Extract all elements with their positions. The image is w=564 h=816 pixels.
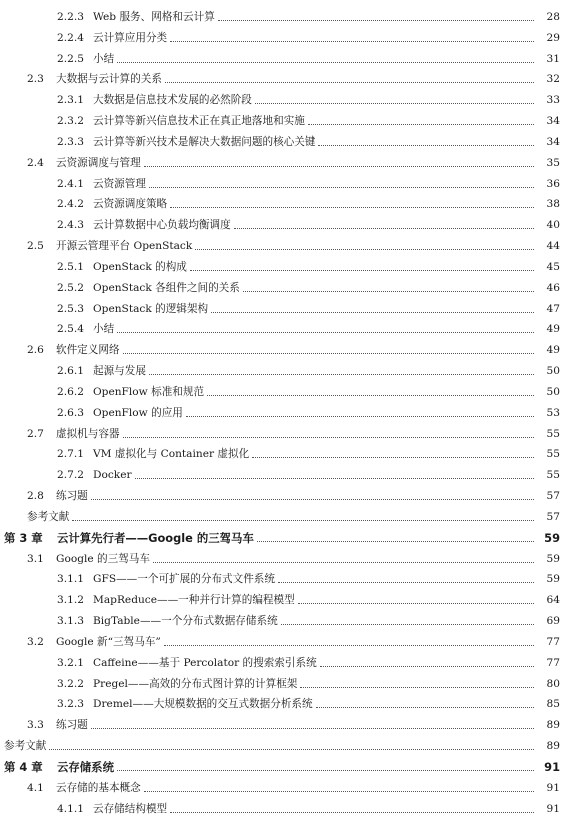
- dot-leader: [300, 687, 534, 688]
- toc-entry-title: 云存储系统: [57, 759, 114, 774]
- toc-entry-title: Pregel——高效的分布式图计算的计算框架: [93, 677, 298, 690]
- toc-entry-number: 2.6.3: [57, 406, 84, 419]
- toc-entry[interactable]: [0, 254, 564, 274]
- toc-entry-number: 2.5.3: [57, 302, 84, 315]
- toc-entry[interactable]: [0, 358, 564, 378]
- toc-page-number: 89: [546, 719, 560, 732]
- toc-page-number: 50: [546, 365, 560, 378]
- toc-entry-title: 开源云管理平台 OpenStack: [56, 240, 193, 253]
- toc-entry[interactable]: [0, 87, 564, 107]
- dot-leader: [153, 562, 534, 563]
- toc-page-number: 45: [546, 260, 560, 273]
- dot-leader: [255, 103, 534, 104]
- dot-leader: [91, 728, 534, 729]
- toc-entry[interactable]: [0, 379, 564, 399]
- toc-entry-number: 2.3.3: [57, 135, 84, 148]
- toc-entry-title: 云存储结构模型: [93, 802, 168, 815]
- dot-leader: [186, 416, 534, 417]
- dot-leader: [144, 791, 534, 792]
- toc-entry-number: 3.1.1: [57, 573, 84, 586]
- toc-entry-title: 云资源调度策略: [93, 198, 168, 211]
- toc-entry[interactable]: [0, 150, 564, 170]
- toc-entry[interactable]: [0, 4, 564, 24]
- toc-page-number: 46: [546, 281, 560, 294]
- toc-entry[interactable]: [0, 566, 564, 586]
- toc-entry-number: 2.4.3: [57, 219, 84, 232]
- toc-entry-number: 2.6: [27, 344, 44, 357]
- toc-page-number: 28: [546, 11, 560, 23]
- toc-entry[interactable]: [0, 275, 564, 295]
- toc-entry-title: OpenFlow 标准和规范: [93, 385, 205, 398]
- toc-page-number: 91: [546, 802, 560, 815]
- toc-entry-title: 云计算数据中心负载均衡调度: [93, 219, 231, 232]
- toc-entry[interactable]: [0, 733, 564, 753]
- toc-entry-title: 虚拟机与容器: [56, 427, 120, 440]
- dot-leader: [170, 41, 534, 42]
- toc-entry-title: 小结: [93, 323, 115, 336]
- toc-page-number: 35: [546, 156, 560, 169]
- toc-entry[interactable]: [0, 296, 564, 316]
- toc-entry-title: GFS——一个可扩展的分布式文件系统: [93, 573, 275, 586]
- toc-page-number: 38: [546, 198, 560, 211]
- dot-leader: [123, 437, 534, 438]
- dot-leader: [149, 187, 534, 188]
- toc-entry-title: OpenStack 的构成: [93, 260, 187, 273]
- toc-entry-number: 2.7.2: [57, 469, 84, 482]
- dot-leader: [281, 624, 534, 625]
- toc-page-number: 44: [546, 240, 560, 253]
- toc-entry[interactable]: [0, 546, 564, 566]
- toc-entry-title: 云计算先行者——Google 的三驾马车: [57, 530, 254, 545]
- toc-entry-number: 4.1.1: [57, 802, 84, 815]
- toc-entry-number: 2.8: [27, 490, 44, 503]
- toc-entry[interactable]: [0, 212, 564, 232]
- dot-leader: [117, 770, 534, 771]
- dot-leader: [234, 228, 534, 229]
- toc-page-number: 50: [546, 385, 560, 398]
- toc-page-number: 91: [544, 759, 560, 774]
- toc-entry-title: 练习题: [56, 490, 88, 503]
- toc-page-number: 53: [546, 406, 560, 419]
- toc-entry-number: 3.1.2: [57, 594, 84, 607]
- toc-entry-title: BigTable——一个分布式数据存储系统: [93, 615, 278, 628]
- toc-entry[interactable]: [0, 587, 564, 607]
- toc-entry-number: 3.2: [27, 635, 44, 648]
- dot-leader: [243, 291, 534, 292]
- toc-entry-title: 参考文献: [27, 510, 70, 523]
- toc-entry-title: Google 的三驾马车: [56, 552, 150, 565]
- dot-leader: [318, 145, 534, 146]
- toc-entry-title: Docker: [93, 469, 132, 482]
- toc-entry-number: 2.4.2: [57, 198, 84, 211]
- toc-page-number: 91: [546, 781, 560, 794]
- toc-entry-number: 2.5.4: [57, 323, 84, 336]
- toc-entry[interactable]: [0, 462, 564, 482]
- toc-entry-title: 起源与发展: [93, 365, 146, 378]
- toc-page-number: 55: [546, 427, 560, 440]
- toc-entry[interactable]: [0, 46, 564, 66]
- toc-entry-number: 2.7.1: [57, 448, 84, 461]
- dot-leader: [170, 812, 534, 813]
- toc-entry[interactable]: [0, 608, 564, 628]
- toc-page-number: 59: [546, 573, 560, 586]
- toc-page-number: 64: [546, 594, 560, 607]
- dot-leader: [164, 645, 534, 646]
- toc-entry-number: 2.5.2: [57, 281, 84, 294]
- toc-page-number: 69: [546, 615, 560, 628]
- toc-entry[interactable]: [0, 483, 564, 503]
- dot-leader: [316, 707, 534, 708]
- toc-entry[interactable]: [0, 504, 564, 524]
- toc-page-number: 32: [546, 73, 560, 86]
- toc-entry-title: Dremel——大规模数据的交互式数据分析系统: [93, 698, 313, 711]
- toc-entry[interactable]: [0, 337, 564, 357]
- toc-entry-title: 大数据是信息技术发展的必然阶段: [93, 94, 252, 107]
- toc-entry-title: 小结: [93, 52, 115, 65]
- toc-entry-number: 3.2.3: [57, 698, 84, 711]
- toc-entry-title: 练习题: [56, 719, 88, 732]
- toc-page-number: 36: [546, 177, 560, 190]
- dot-leader: [218, 20, 534, 21]
- toc-chapter-entry[interactable]: [0, 525, 564, 545]
- toc-entry[interactable]: [0, 712, 564, 732]
- toc-entry-title: Web 服务、网格和云计算: [93, 11, 215, 23]
- toc-entry-number: 第 4 章: [4, 759, 43, 774]
- toc-page-number: 77: [546, 635, 560, 648]
- toc-entry-title: 云资源管理: [93, 177, 146, 190]
- toc-entry[interactable]: [0, 691, 564, 711]
- toc-entry-number: 2.2.4: [57, 31, 84, 44]
- toc-entry[interactable]: [0, 108, 564, 128]
- toc-entry-title: Caffeine——基于 Percolator 的搜索索引系统: [93, 656, 317, 669]
- toc-entry[interactable]: [0, 129, 564, 149]
- toc-page-number: 77: [546, 656, 560, 669]
- toc-entry-title: Google 新“三驾马车”: [56, 635, 161, 648]
- toc-entry[interactable]: [0, 650, 564, 670]
- toc-entry-title: OpenFlow 的应用: [93, 406, 183, 419]
- dot-leader: [149, 374, 534, 375]
- toc-page-number: 47: [546, 302, 560, 315]
- toc-entry-title: 云计算等新兴信息技术正在真正地落地和实施: [93, 115, 305, 128]
- dot-leader: [207, 395, 534, 396]
- toc-entry-title: MapReduce——一种并行计算的编程模型: [93, 594, 295, 607]
- toc-page-number: 59: [544, 530, 560, 545]
- dot-leader: [298, 603, 534, 604]
- dot-leader: [144, 166, 534, 167]
- toc-entry[interactable]: [0, 316, 564, 336]
- dot-leader: [72, 520, 534, 521]
- toc-entry-number: 2.6.2: [57, 385, 84, 398]
- dot-leader: [117, 62, 534, 63]
- toc-entry[interactable]: [0, 233, 564, 253]
- toc-entry-number: 2.2.5: [57, 52, 84, 65]
- toc-page-number: 49: [546, 323, 560, 336]
- toc-entry[interactable]: [0, 25, 564, 45]
- toc-page-number: 33: [546, 94, 560, 107]
- toc-entry-title: 大数据与云计算的关系: [56, 73, 162, 86]
- toc-page-number: 80: [546, 677, 560, 690]
- toc-page-number: 57: [546, 510, 560, 523]
- dot-leader: [190, 270, 534, 271]
- dot-leader: [252, 457, 534, 458]
- toc-page-number: 34: [546, 115, 560, 128]
- toc-chapter-entry[interactable]: [0, 754, 564, 774]
- toc-entry-number: 2.4.1: [57, 177, 84, 190]
- dot-leader: [320, 666, 534, 667]
- toc-entry-number: 2.4: [27, 156, 44, 169]
- toc-entry-title: 云计算应用分类: [93, 31, 168, 44]
- dot-leader: [165, 82, 534, 83]
- toc-entry-number: 2.3.1: [57, 94, 84, 107]
- toc-page-number: 59: [546, 552, 560, 565]
- toc-entry-number: 3.1: [27, 552, 44, 565]
- toc-entry-title: OpenStack 各组件之间的关系: [93, 281, 240, 294]
- toc-page-number: 85: [546, 698, 560, 711]
- toc-entry-number: 3.2.1: [57, 656, 84, 669]
- toc-entry[interactable]: [0, 421, 564, 441]
- dot-leader: [91, 499, 534, 500]
- toc-page-number: 57: [546, 490, 560, 503]
- dot-leader: [195, 249, 534, 250]
- toc-entry-number: 3.3: [27, 719, 44, 732]
- toc-entry-title: VM 虚拟化与 Container 虚拟化: [93, 448, 250, 461]
- toc-entry-title: 云资源调度与管理: [56, 156, 141, 169]
- toc-page-number: 55: [546, 448, 560, 461]
- toc-entry-number: 2.5: [27, 240, 44, 253]
- toc-page-number: 29: [546, 31, 560, 44]
- toc-page-number: 40: [546, 219, 560, 232]
- toc-entry[interactable]: [0, 796, 564, 816]
- toc-entry-number: 2.3: [27, 73, 44, 86]
- dot-leader: [170, 207, 534, 208]
- toc-entry[interactable]: [0, 66, 564, 86]
- dot-leader: [117, 332, 534, 333]
- dot-leader: [49, 749, 534, 750]
- toc-page-number: 34: [546, 135, 560, 148]
- toc-entry-title: 参考文献: [4, 740, 47, 753]
- toc-entry[interactable]: [0, 671, 564, 691]
- toc-entry-title: 云计算等新兴技术是解决大数据问题的核心关键: [93, 135, 316, 148]
- toc-entry[interactable]: [0, 191, 564, 211]
- toc-entry-title: 软件定义网络: [56, 344, 120, 357]
- dot-leader: [278, 582, 534, 583]
- dot-leader: [211, 312, 534, 313]
- toc-entry-number: 3.2.2: [57, 677, 84, 690]
- toc-entry-number: 2.2.3: [57, 11, 84, 23]
- toc-entry-title: OpenStack 的逻辑架构: [93, 302, 209, 315]
- toc-entry-number: 3.1.3: [57, 615, 84, 628]
- toc-page-number: 31: [546, 52, 560, 65]
- dot-leader: [135, 478, 534, 479]
- toc-entry[interactable]: [0, 775, 564, 795]
- dot-leader: [257, 541, 534, 542]
- toc-entry-number: 2.6.1: [57, 365, 84, 378]
- toc-entry[interactable]: [0, 629, 564, 649]
- toc-entry-title: 云存储的基本概念: [56, 781, 141, 794]
- toc-page-number: 89: [546, 740, 560, 753]
- toc-entry[interactable]: [0, 171, 564, 191]
- toc-entry-number: 2.7: [27, 427, 44, 440]
- dot-leader: [308, 124, 534, 125]
- dot-leader: [123, 353, 534, 354]
- toc-entry-number: 2.5.1: [57, 260, 84, 273]
- toc-entry-number: 4.1: [27, 781, 44, 794]
- toc-page-number: 55: [546, 469, 560, 482]
- toc-entry-number: 2.3.2: [57, 115, 84, 128]
- toc-entry[interactable]: [0, 441, 564, 461]
- toc-entry[interactable]: [0, 400, 564, 420]
- toc-page-number: 49: [546, 344, 560, 357]
- toc-entry-number: 第 3 章: [4, 530, 43, 545]
